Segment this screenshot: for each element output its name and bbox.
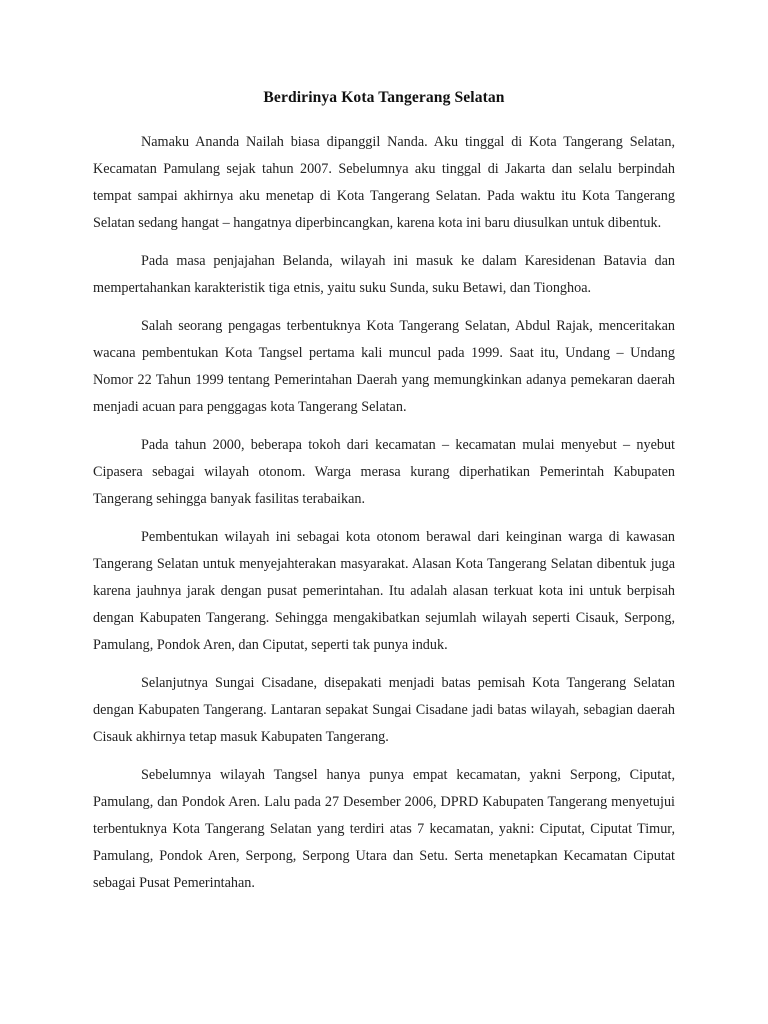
paragraph-3: Salah seorang pengagas terbentuknya Kota Tangerang Selatan, Abdul Rajak, menceritakan wacana pembentukan Kota Tangsel pertama kali muncul pada 1999. Saat itu, Undang – Undang Nomor 22 Tahun 1999 tentang Pemerintahan Daerah yang memungkinkan adanya pemekaran daerah menjadi acuan para penggagas kota Tangerang Selatan.: [93, 318, 675, 415]
document-title: Berdirinya Kota Tangerang Selatan: [263, 89, 505, 106]
paragraph-2: Pada masa penjajahan Belanda, wilayah ini masuk ke dalam Karesidenan Batavia dan mempertahankan karakteristik tiga etnis, yaitu suku Sunda, suku Betawi, dan Tionghoa.: [93, 253, 675, 296]
paragraph-5: Pembentukan wilayah ini sebagai kota otonom berawal dari keinginan warga di kawasan Tangerang Selatan untuk menyejahterakan masyarakat. Alasan Kota Tangerang Selatan dibentuk juga karena jauhnya jarak dengan pusat pemerintahan. Itu adalah alasan terkuat kota ini untuk berpisah dengan Kabupaten Tangerang. Sehingga mengakibatkan sejumlah wilayah seperti Cisauk, Serpong, Pamulang, Pondok Aren, dan Ciputat, seperti tak punya induk.: [93, 529, 675, 653]
paragraph-7: Sebelumnya wilayah Tangsel hanya punya empat kecamatan, yakni Serpong, Ciputat, Pamulang, dan Pondok Aren. Lalu pada 27 Desember 2006, DPRD Kabupaten Tangerang menyetujui terbentuknya Kota Tangerang Selatan yang terdiri atas 7 kecamatan, yakni: Ciputat, Ciputat Timur, Pamulang, Pondok Aren, Serpong, Serpong Utara dan Setu. Serta menetapkan Kecamatan Ciputat sebagai Pusat Pemerintahan.: [93, 767, 675, 891]
paragraph-4: Pada tahun 2000, beberapa tokoh dari kecamatan – kecamatan mulai menyebut – nyebut Cipasera sebagai wilayah otonom. Warga merasa kurang diperhatikan Pemerintah Kabupaten Tangerang sehingga banyak fasilitas terabaikan.: [93, 437, 675, 507]
paragraph-6: Selanjutnya Sungai Cisadane, disepakati menjadi batas pemisah Kota Tangerang Selatan dengan Kabupaten Tangerang. Lantaran sepakat Sungai Cisadane jadi batas wilayah, sebagian daerah Cisauk akhirnya tetap masuk Kabupaten Tangerang.: [93, 675, 675, 745]
paragraph-1: Namaku Ananda Nailah biasa dipanggil Nanda. Aku tinggal di Kota Tangerang Selatan, Kecamatan Pamulang sejak tahun 2007. Sebelumnya aku tinggal di Jakarta dan selalu berpindah tempat sampai akhirnya aku menetap di Kota Tangerang Selatan. Pada waktu itu Kota Tangerang Selatan sedang hangat – hangatnya diperbincangkan, karena kota ini baru diusulkan untuk dibentuk.: [93, 134, 675, 231]
